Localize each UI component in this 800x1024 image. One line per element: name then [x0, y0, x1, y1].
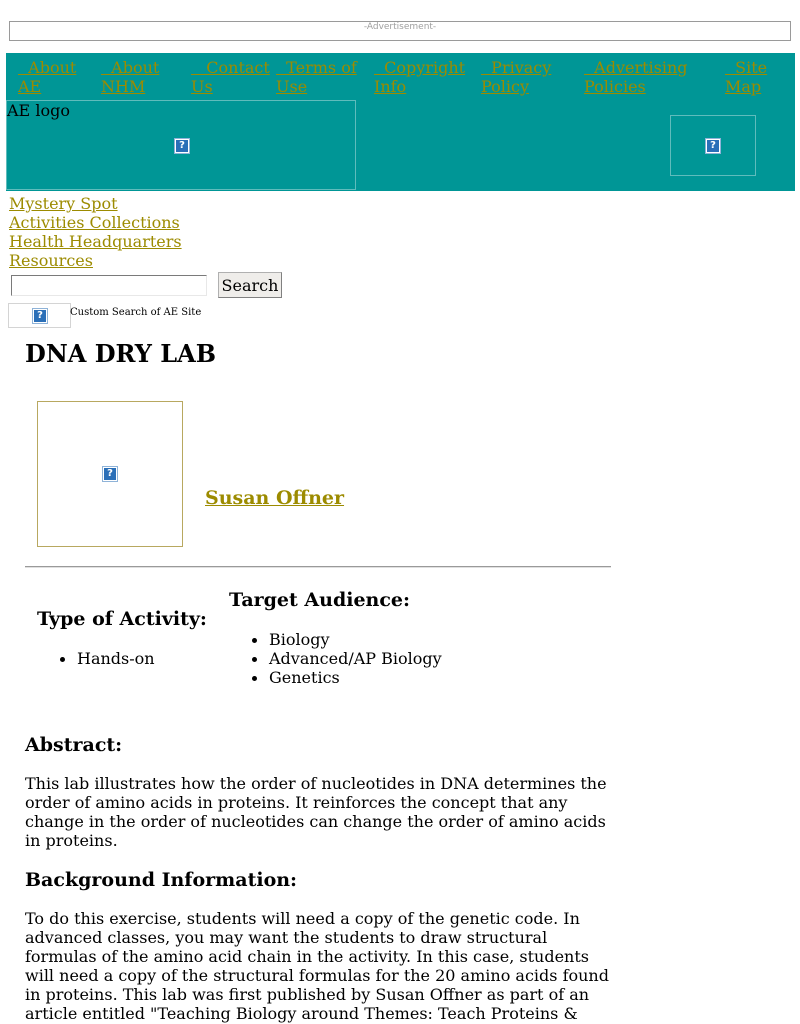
nav-about-ae[interactable]	[18, 58, 76, 96]
text-line: in proteins. This lab was first published by Susan Offner as part of an	[25, 985, 590, 1004]
nav-contact-us[interactable]	[191, 58, 270, 96]
nav-label: Site	[725, 58, 768, 77]
nav-advertising-policies[interactable]	[584, 58, 688, 96]
text-line: article entitled "Teaching Biology around Themes: Teach Proteins &	[25, 1004, 578, 1023]
target-audience-heading: Target Audience:	[229, 589, 411, 611]
nav-mystery-spot[interactable]: Mystery Spot	[9, 194, 118, 213]
background-heading: Background Information:	[25, 869, 298, 891]
nav-terms-of-use[interactable]	[276, 58, 357, 96]
list-item: Advanced/AP Biology	[229, 649, 442, 668]
header-image[interactable]	[670, 115, 756, 176]
nav-privacy-policy[interactable]	[481, 58, 551, 96]
text-line: will need a copy of the structural formulas for the 20 amino acids found	[25, 966, 609, 985]
type-of-activity-list	[37, 649, 155, 668]
nav-activities-collections[interactable]: Activities Collections	[9, 213, 180, 232]
advertisement-label: -Advertisement-	[363, 22, 437, 32]
broken-image-icon: ?	[33, 309, 47, 323]
advertisement-banner[interactable]	[9, 21, 791, 41]
nav-label: Advertising	[584, 58, 688, 77]
search-button[interactable]: Search	[218, 272, 282, 298]
nav-health-headquarters[interactable]: Health Headquarters	[9, 232, 182, 251]
list-item: Hands-on	[37, 649, 155, 668]
broken-image-icon: ?	[175, 139, 189, 153]
nav-resources[interactable]: Resources	[9, 251, 93, 270]
text-line: formulas of the amino acid chain in the activity. In this case, students	[25, 947, 589, 966]
text-line: order of amino acids in proteins. It reinforces the concept that any	[25, 793, 568, 812]
nav-label: Map	[725, 77, 762, 96]
search-input[interactable]	[11, 275, 207, 296]
text-line: This lab illustrates how the order of nucleotides in DNA determines the	[25, 774, 607, 793]
list-item: Biology	[229, 630, 442, 649]
page-title: DNA DRY LAB	[25, 339, 217, 368]
ae-logo[interactable]	[6, 100, 356, 190]
list-item: Genetics	[229, 668, 442, 687]
nav-label: Use	[276, 77, 308, 96]
custom-search-label: Custom Search of AE Site	[70, 307, 202, 318]
nav-label: Info	[374, 77, 407, 96]
abstract-heading: Abstract:	[25, 734, 123, 756]
nav-label: About	[18, 58, 77, 77]
site-header	[6, 53, 795, 191]
nav-about-nhm[interactable]	[101, 58, 159, 96]
text-line: change in the order of nucleotides can change the order of amino acids	[25, 812, 606, 831]
target-audience-list	[229, 630, 442, 687]
nav-label: Us	[191, 77, 213, 96]
nav-label: AE	[18, 77, 42, 96]
broken-image-icon: ?	[103, 467, 117, 481]
nav-label: NHM	[101, 77, 146, 96]
author-photo	[37, 401, 183, 547]
section-nav	[9, 194, 182, 270]
type-of-activity-heading: Type of Activity:	[37, 608, 207, 630]
divider	[25, 566, 611, 568]
logo-alt-text: AE logo	[7, 101, 70, 120]
nav-label: Terms of	[276, 58, 357, 77]
broken-image-icon: ?	[706, 139, 720, 153]
text-line: To do this exercise, students will need a copy of the genetic code. In	[25, 909, 580, 928]
nav-label: Contact	[191, 58, 270, 77]
text-line: in proteins.	[25, 831, 118, 850]
text-line: advanced classes, you may want the students to draw structural	[25, 928, 548, 947]
nav-copyright-info[interactable]	[374, 58, 465, 96]
custom-search-badge[interactable]	[8, 303, 71, 328]
nav-label: Policy	[481, 77, 529, 96]
abstract-text	[25, 774, 615, 850]
background-text	[25, 909, 615, 1023]
top-nav	[6, 58, 795, 98]
nav-label: Copyright	[374, 58, 466, 77]
nav-label: About	[101, 58, 160, 77]
nav-label: Policies	[584, 77, 646, 96]
author-link[interactable]: Susan Offner	[205, 487, 345, 509]
nav-label: Privacy	[481, 58, 552, 77]
nav-site-map[interactable]	[725, 58, 767, 96]
